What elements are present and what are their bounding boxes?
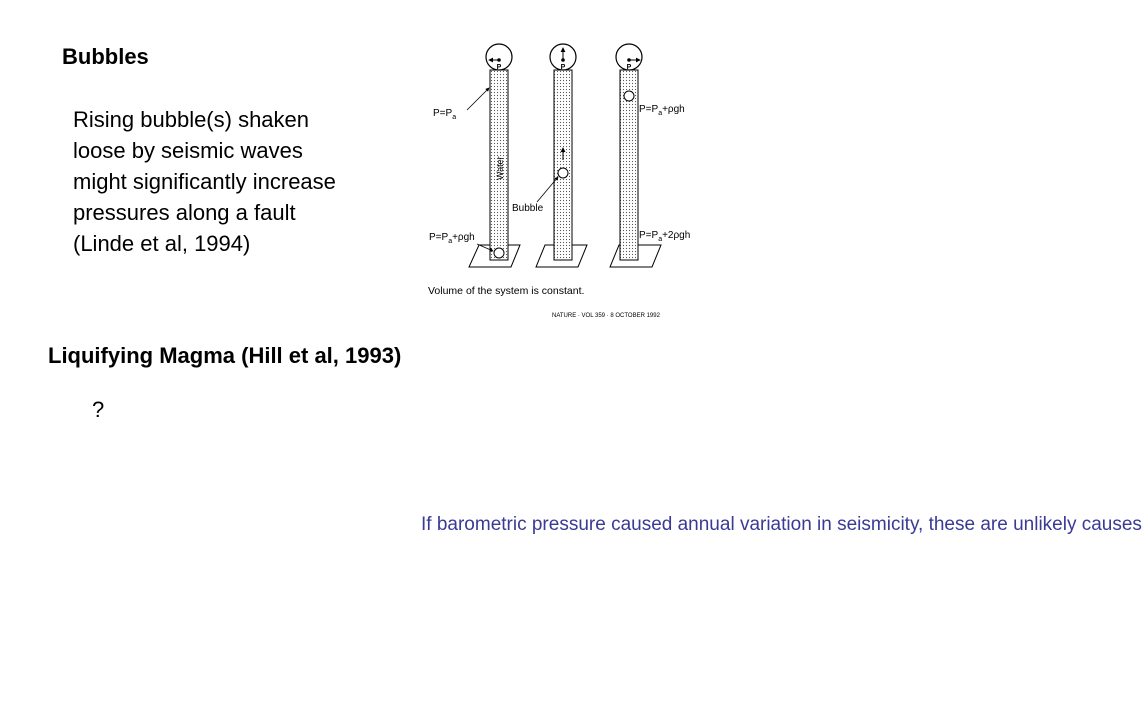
- gauge-label: P: [560, 64, 566, 71]
- bubbles-line: pressures along a fault: [73, 200, 296, 225]
- figure-caption: Volume of the system is constant.: [428, 285, 585, 297]
- bubble-circle: [558, 168, 568, 178]
- water-label: Water: [495, 156, 505, 180]
- tube-2: [536, 44, 587, 267]
- label-bottom-right: $P=P_a+2\rho gh$: [639, 230, 691, 243]
- bubble-pressure-diagram: [415, 40, 720, 325]
- magma-heading: Liquifying Magma (Hill et al, 1993): [48, 343, 402, 368]
- gauge-label: P: [626, 64, 632, 71]
- bubble-circle: [494, 248, 504, 258]
- label-top-left: $P=P_a$: [433, 108, 457, 121]
- label-bottom-left: $P=P_a+\rho gh$: [429, 232, 475, 245]
- bubble-circle: [624, 91, 634, 101]
- bubbles-line: (Linde et al, 1994): [73, 231, 251, 256]
- bubbles-heading: Bubbles: [62, 44, 149, 69]
- bubbles-description: [73, 104, 336, 259]
- conclusion-text: If barometric pressure caused annual variation in seismicity, these are unlikely causes: [421, 514, 1142, 535]
- bubbles-line: might significantly increase: [73, 169, 336, 194]
- bubbles-line: loose by seismic waves: [73, 138, 303, 163]
- figure-source: NATURE · VOL 359 · 8 OCTOBER 1992: [552, 313, 660, 319]
- gauge-label: P: [496, 64, 502, 71]
- bubble-label: Bubble: [512, 203, 544, 214]
- question-mark: ?: [92, 397, 105, 422]
- tube-1: [469, 44, 520, 267]
- bubbles-line: Rising bubble(s) shaken: [73, 107, 310, 132]
- label-top-right: $P=P_a+\rho gh$: [639, 104, 685, 117]
